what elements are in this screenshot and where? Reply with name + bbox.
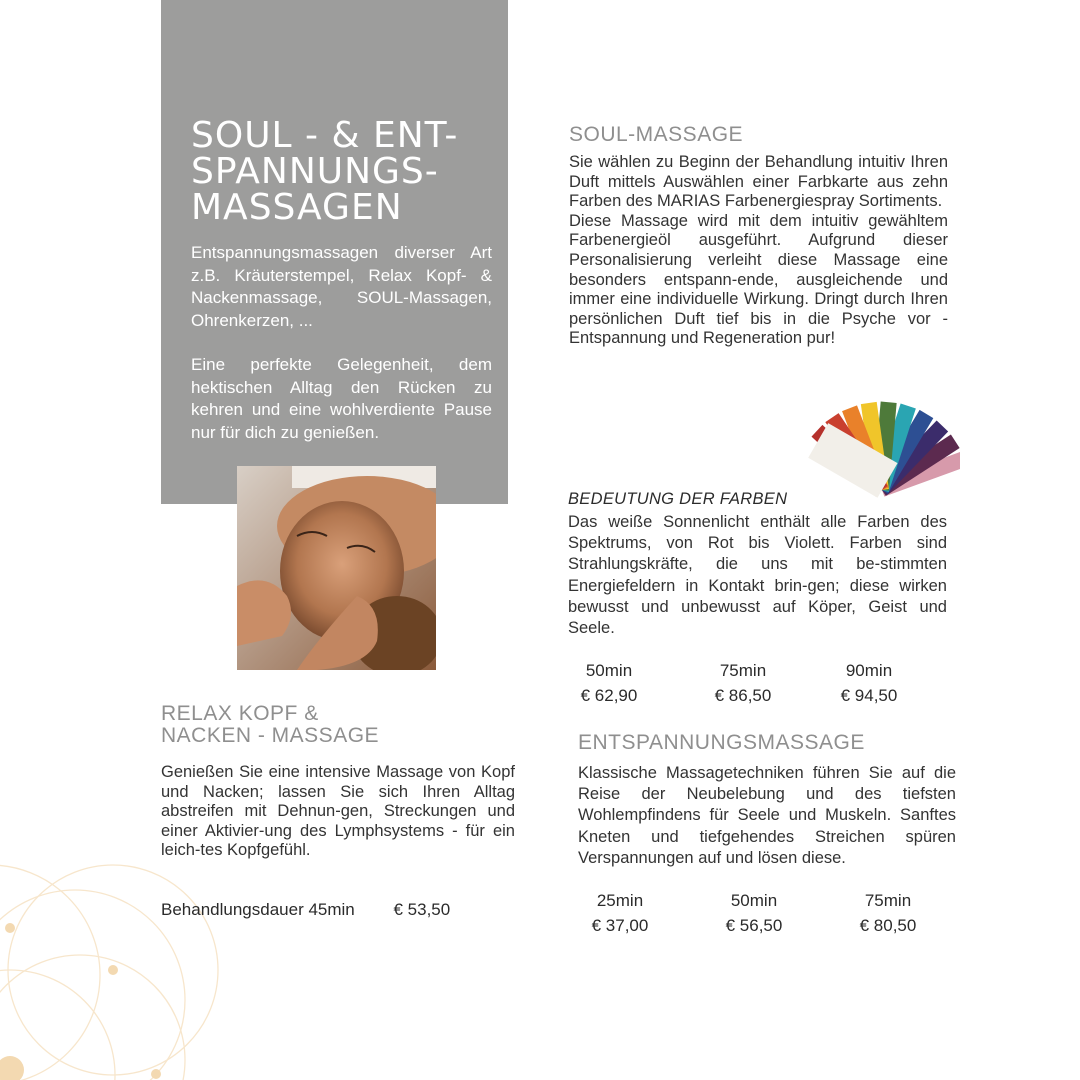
relax-price-row [161,900,450,920]
color-card-fan [800,398,960,503]
intro-text [191,242,492,444]
page-title: SOUL - & ENT- SPANNUNGS- MASSAGEN [191,115,459,228]
entspannung-price: € 80,50 [859,916,917,935]
entspannung-description: Klassische Massagetechniken führen Sie auf die Reise der Neubelebung und des tiefsten Wohlempfindens für Seele und Muskeln. Sanftes Kneten und tiefgehendes Streichen spüren Verspannungen auf und lösen diese. [578,764,956,867]
relax-price: € 53,50 [393,900,451,919]
entspannung-duration: 50min [730,891,778,910]
massage-photo [237,466,436,670]
entspannung-price: € 37,00 [591,916,649,935]
massage-photo-illustration [237,466,436,670]
soul-duration: 90min [845,661,893,680]
entspannung-price-option [585,888,655,938]
soul-duration: 50min [585,661,633,680]
entspannung-price: € 56,50 [725,916,783,935]
intro-paragraph-2: Eine perfekte Gelegenheit, dem hektischen Alltag den Rücken zu kehren und eine wohlverdiente Pause nur für dich zu genießen. [191,355,492,442]
soul-price: € 86,50 [714,686,772,705]
entspannung-title: ENTSPANNUNGSMASSAGE [578,731,865,754]
soul-price-option [576,658,642,708]
entspannung-price-option [853,888,923,938]
intro-paragraph-1: Entspannungsmassagen diverser Art z.B. Kräuterstempel, Relax Kopf- & Nackenmassage, SOUL-Massagen, Ohrenkerzen, ... [191,243,492,330]
entspannung-price-option [719,888,789,938]
soul-description [569,153,948,349]
soul-price: € 94,50 [840,686,898,705]
soul-title: SOUL-MASSAGE [569,123,744,146]
colors-description: Das weiße Sonnenlicht enthält alle Farben des Spektrums, von Rot bis Violett. Farben sind Strahlungskräfte, die uns mit be-stimmten Energiefeldern in Kontakt brin-gen; diese wirken bewusst und unbewusst auf Köper, Geist und Seele. [568,513,947,638]
relax-title: RELAX KOPF & NACKEN - MASSAGE [161,702,380,747]
soul-price-option [836,658,902,708]
soul-price: € 62,90 [580,686,638,705]
entspannung-duration: 75min [864,891,912,910]
soul-text-2: Diese Massage wird mit dem intuitiv gewähltem Farbenergieöl ausgeführt. Aufgrund dieser Personalisierung verleiht diese Massage eine besonders entspann-ende, ausgleichende und immer eine individuelle Wirkung. Dringt durch Ihren persönlichen Duft tief bis in die Psyche vor - Entspannung und Regeneration pur! [569,211,948,348]
entspannung-price-table [585,888,923,938]
relax-description: Genießen Sie eine intensive Massage von Kopf und Nacken; lassen Sie sich Ihren Alltag abstreifen mit Dehnun-gen, Streckungen und einer Aktivier-ung des Lymphsystems - für ein leich-tes Kopfgefühl. [161,763,515,860]
soul-price-table [576,658,902,708]
entspannung-duration: 25min [596,891,644,910]
relax-duration: Behandlungsdauer 45min [161,900,355,919]
soul-text-1: Sie wählen zu Beginn der Behandlung intuitiv Ihren Duft mittels Auswählen einer Farbkarte aus zehn Farben des MARIAS Farbenergiespray Sortiments. [569,153,948,211]
colors-heading: BEDEUTUNG DER FARBEN [568,490,788,508]
soul-price-option [710,658,776,708]
soul-duration: 75min [719,661,767,680]
